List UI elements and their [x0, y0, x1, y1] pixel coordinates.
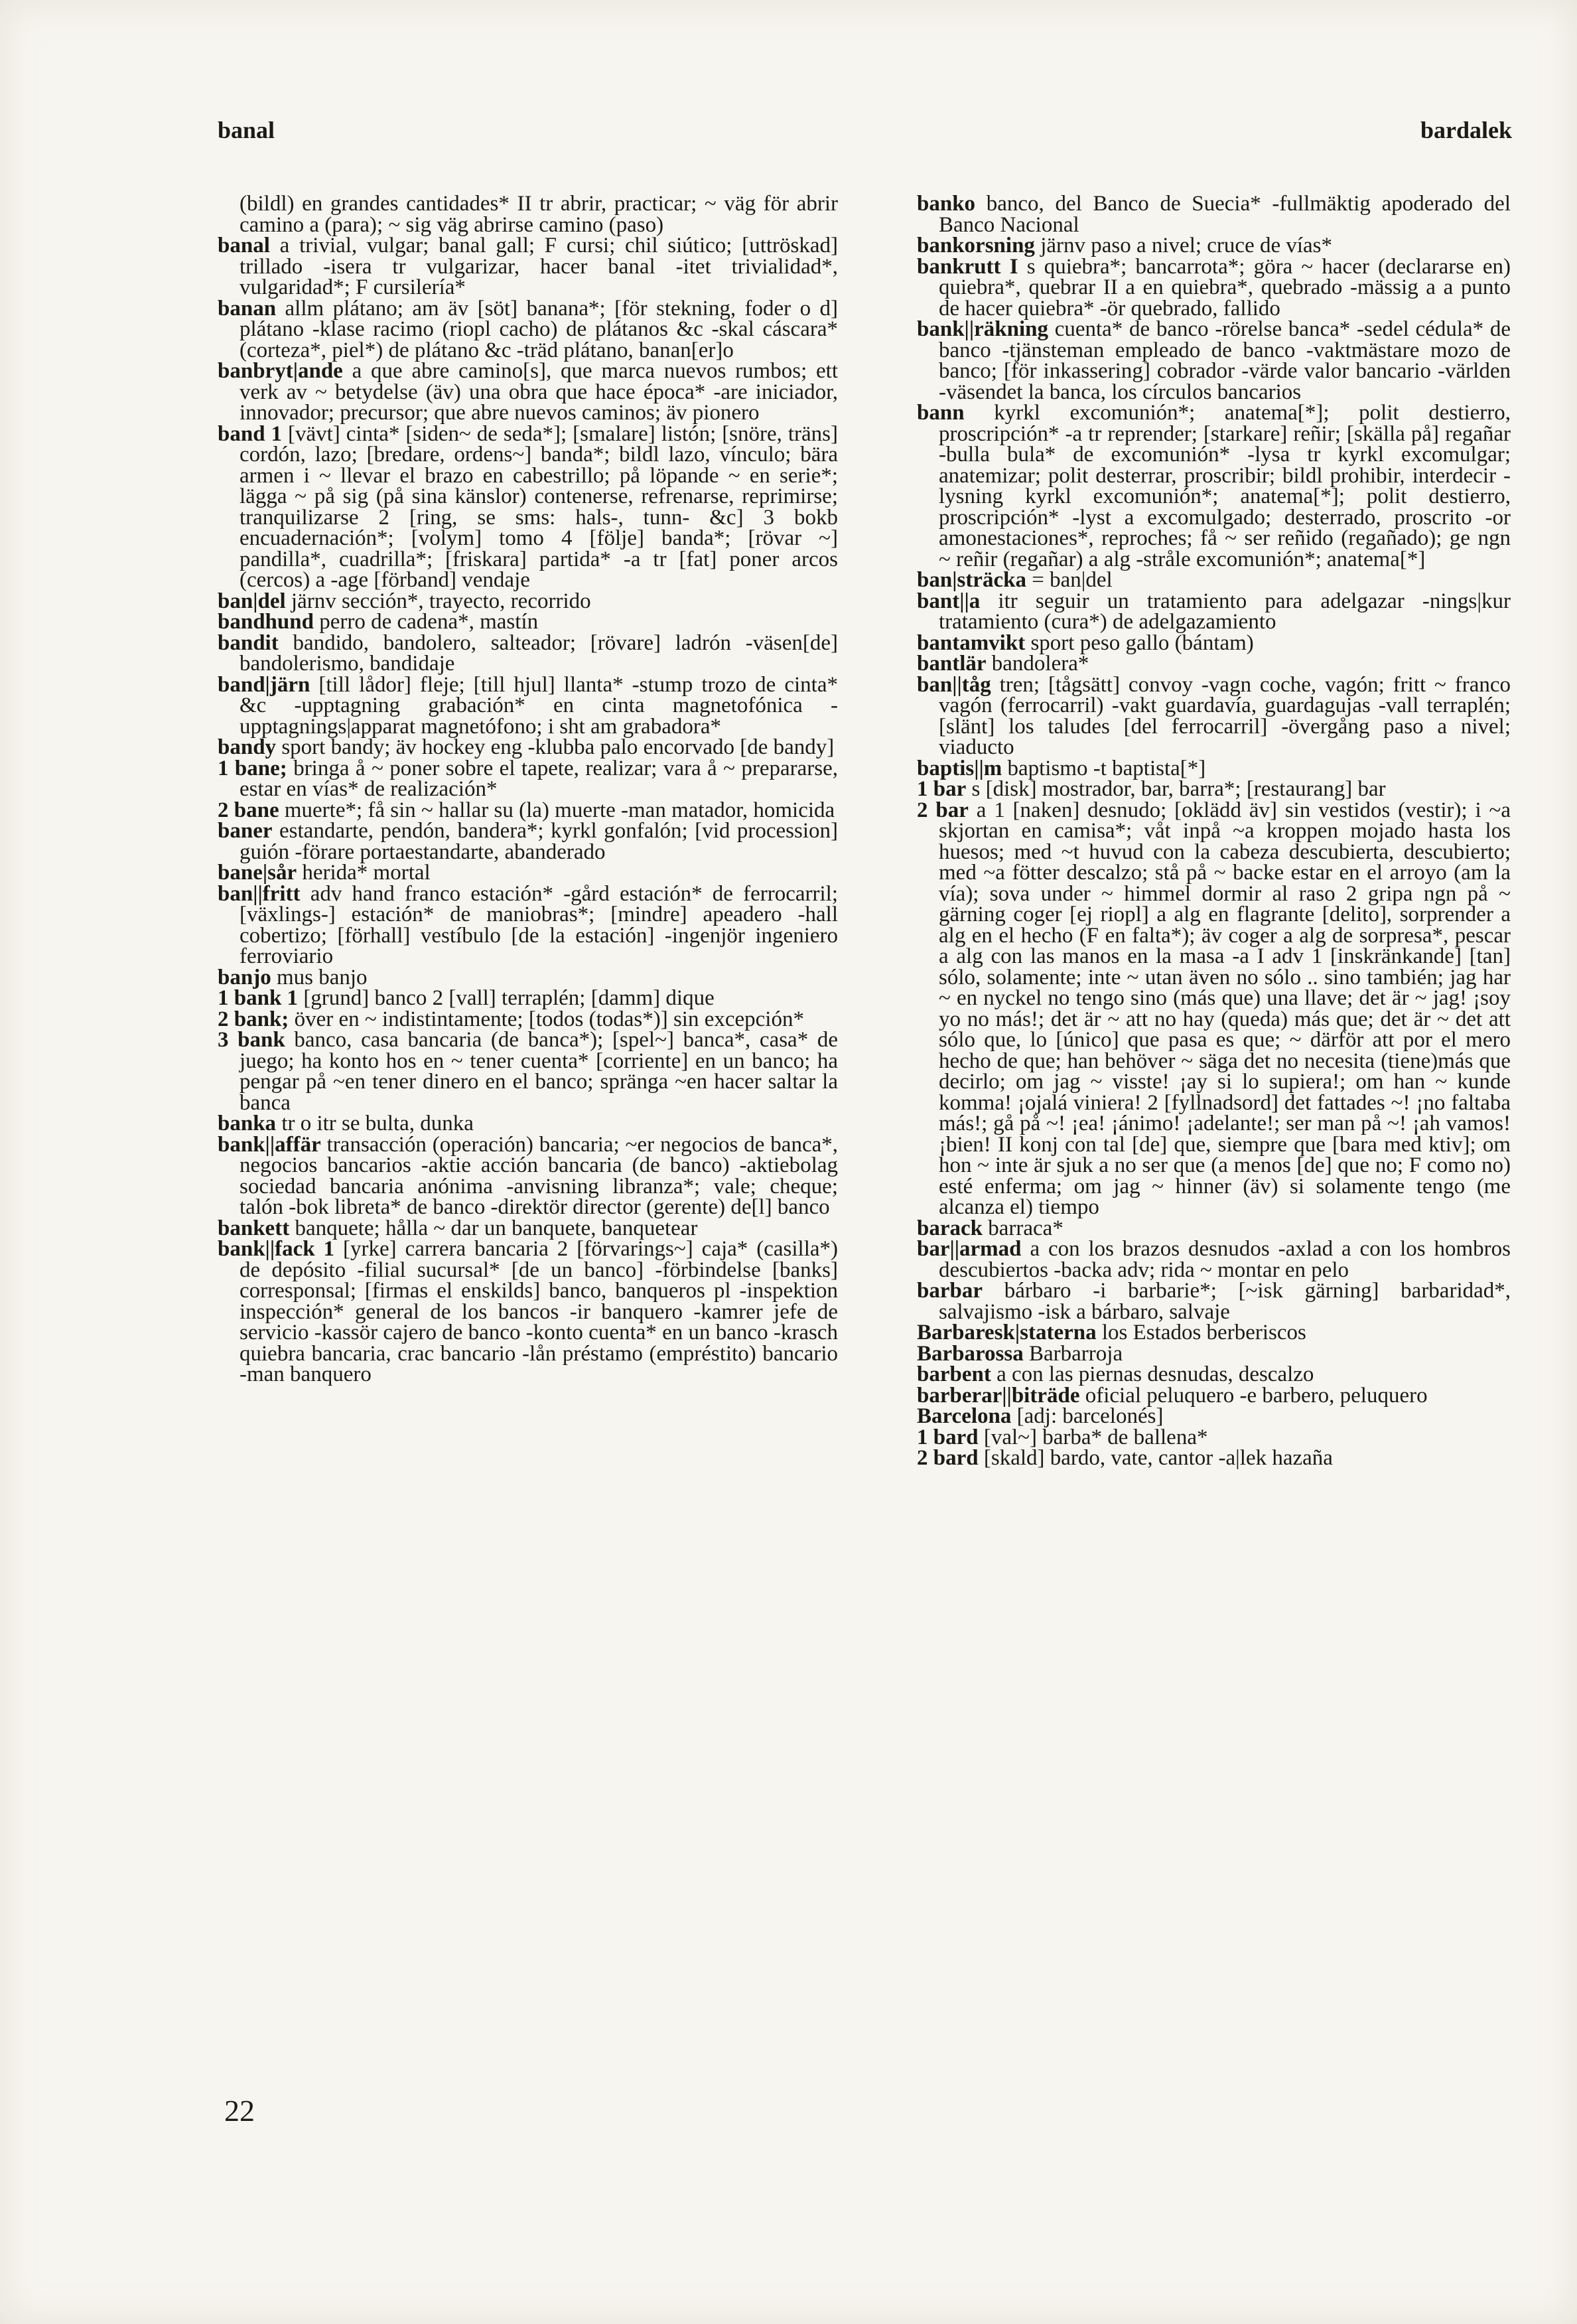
entry-headword: bandhund: [218, 610, 314, 634]
entry-headword: banbryt|ande: [218, 359, 343, 383]
dictionary-entry: [917, 630, 1511, 655]
entry-definition: [adj: barcelonés]: [1016, 1404, 1164, 1428]
entry-definition: a trivial, vulgar; banal gall; F cursi; chil siútico; [uttröskad] trillado -isera tr vulgarizar, hacer banal -itet trivialidad*, vulgaridad*; F cursilería*: [240, 234, 839, 299]
entry-headword: 1 bard: [917, 1425, 979, 1449]
entry-headword: bar||armad: [917, 1237, 1022, 1261]
page-number: 22: [224, 2094, 255, 2128]
entry-headword: banan: [218, 296, 277, 321]
entry-definition: [grund] banco 2 [vall] terraplén; [damm] dique: [303, 986, 715, 1010]
entry-definition: barraca*: [988, 1216, 1063, 1240]
entry-definition: bárbaro -i barbarie*; [~isk gärning] barbaridad*, salvajismo -isk a bárbaro, salvaje: [939, 1279, 1511, 1324]
entry-headword: bankrutt I: [917, 254, 1018, 279]
entry-definition: sport peso gallo (bántam): [1030, 630, 1254, 655]
entry-definition: a 1 [naken] desnudo; [oklädd äv] sin vestidos (vestir); i ~a skjortan en camisa*; våt inpå ~a kroppen mojado hasta los huesos; med ~t huvud con la cabeza descubierta, descubierto; med ~a fötter descalzo; stå på ~ backe estar en el arroyo (am la vía); sova under ~ himmel dormir al raso 2 gripa ngn på ~ gärning coger [ej riopl] a alg en flagrante [delito], sorprender a alg en el hecho (F en falta*); äv coger a alg de sorpresa*, pescar a alg con las manos en la masa -a I adv 1 [inskränkande] [tan] sólo, solamente; inte ~ utan även no sólo .. sino también; jag har ~ en nyckel no tengo sino (más que) una llave; det är ~ jag! ¡soy yo no más!; det är ~ att no hay (queda) más que; det är ~ det att sólo que, lo [único] que pasa es que; ~ därför att por el mero hecho de que; han behöver ~ säga det no necesita (tiene)más que decirlo; om jag ~ visste! ¡ay si lo supiera!; om han ~ kunde komma! ¡ojalá viniera! 2 [fyllnadsord] det fattades ~! ¡no faltaba más!; gå på ~! ¡ea! ¡ánimo! ¡adelante!; ser man på ~! ¡ah vamos! ¡bien! II konj con tal [de] que, siempre que [bara med ktiv]; om hon ~ inte är sjuk a no ser que (a menos [de] que no; F como no) esté enferma; om jag ~ hinner (äv) si solamente tengo (me alcanza el) tiempo: [939, 798, 1511, 1219]
dictionary-entry: [218, 965, 838, 989]
entry-definition: Barbarroja: [1029, 1341, 1123, 1366]
dictionary-entry: [917, 1427, 1511, 1449]
entry-headword: bank||räkning: [917, 317, 1048, 341]
entry-headword: 2 bard: [917, 1446, 979, 1470]
dictionary-entry: [917, 319, 1511, 403]
dictionary-entry: [218, 194, 838, 236]
entry-definition: bringa å ~ poner sobre el tapete, realizar; vara å ~ prepararse, estar en vías* de realización*: [240, 756, 839, 801]
entry-headword: barack: [917, 1216, 983, 1240]
dictionary-entry: [218, 881, 838, 968]
entry-headword: bandy: [218, 735, 277, 759]
entry-headword: bandit: [218, 630, 279, 655]
guide-word-right: bardalek: [1420, 117, 1512, 143]
entry-headword: 1 bar: [917, 777, 967, 801]
dictionary-entry: [917, 254, 1511, 321]
entry-headword: band 1: [218, 421, 283, 446]
entry-definition: allm plátano; am äv [söt] banana*; [för stekning, foder o d] plátano -klase racimo (riopl cacho) de plátanos &c -skal cáscara* (corteza*, piel*) de plátano &c -träd plátano, banan[er]o: [240, 296, 839, 362]
entry-headword: 1 bane;: [218, 756, 287, 780]
dictionary-entry: [218, 1218, 838, 1240]
entry-headword: banko: [917, 192, 976, 216]
dictionary-entry: [917, 1341, 1511, 1366]
dictionary-entry: [218, 1030, 838, 1114]
dictionary-entry: [917, 1448, 1511, 1469]
entry-headword: banka: [218, 1112, 277, 1135]
entry-definition: perro de cadena*, mastín: [319, 610, 539, 634]
dictionary-entry: [917, 1239, 1511, 1281]
entry-definition: [yrke] carrera bancaria 2 [förvarings~] caja* (casilla*) de depósito -filial sucursal* [de un banco] -förbindelse [banks] corresponsal; [firmas el enskilds] banco, banqueros pl -inspektion inspección* general de los bancos -ir banquero -kamrer jefe de servicio -kassör cajero de banco -konto cuenta* en un banco -krasch quiebra bancaria, crac bancario -lån préstamo (empréstito) bancario -man banquero: [240, 1237, 839, 1386]
entry-headword: 2 bank;: [218, 1007, 289, 1031]
dictionary-entry: [218, 630, 839, 676]
entry-headword: bann: [917, 401, 965, 425]
entry-headword: bane|sår: [218, 861, 297, 885]
entry-headword: bant||a: [917, 589, 981, 613]
dictionary-entry: [917, 1323, 1511, 1344]
entry-definition: mus banjo: [276, 965, 368, 989]
entry-definition: [skald] bardo, vate, cantor -a|lek hazaña: [983, 1446, 1333, 1470]
entry-definition: sport bandy; äv hockey eng -klubba palo encorvado [de bandy]: [281, 735, 835, 759]
entry-definition: (bildl) en grandes cantidades* II tr abrir, practicar; ~ väg för abrir camino a (para); ~ sig väg abrirse camino (paso): [240, 192, 838, 237]
entry-definition: herida* mortal: [302, 861, 431, 885]
dictionary-entry: [917, 672, 1511, 759]
dictionary-entry: [218, 612, 838, 633]
dictionary-entry: [218, 361, 838, 424]
entry-definition: [val~] barba* de ballena*: [983, 1425, 1208, 1449]
entry-definition: banco, casa bancaria (de banca*); [spel~] banca*, casa* de juego; ha konto hos en ~ tener cuenta* [corriente] en un banco; ha pengar på ~en tener dinero en el banco; spränga ~en hacer saltar la banca: [240, 1028, 839, 1115]
entry-definition: a que abre camino[s], que marca nuevos rumbos; ett verk av ~ betydelse (äv) una obra que hace época* -are iniciador, innovador; precursor; que abre nuevos caminos; äv pionero: [240, 359, 838, 425]
guide-word-left: banal: [218, 117, 275, 143]
entry-headword: ban|del: [218, 589, 286, 613]
dictionary-entry: [917, 236, 1511, 257]
dictionary-entry: [218, 591, 838, 613]
dictionary-entry: [218, 672, 838, 739]
dictionary-entry: [917, 1218, 1511, 1240]
entry-definition: s quiebra*; bancarrota*; göra ~ hacer (declararse en) quiebra*, quebrar II a en quiebra*, quebrado -mässig a a punto de hacer quiebra* -ör quebrado, fallido: [939, 254, 1511, 321]
dictionary-entry: [917, 403, 1511, 570]
dictionary-entry: [917, 756, 1511, 780]
dictionary-entry: [917, 1364, 1511, 1386]
entry-headword: banjo: [218, 965, 271, 989]
dictionary-entry: [917, 779, 1511, 800]
entry-headword: barbent: [917, 1362, 991, 1386]
entry-definition: s [disk] mostrador, bar, barra*; [restaurang] bar: [971, 777, 1386, 801]
dictionary-entry: [218, 1009, 838, 1031]
entry-definition: estandarte, pendón, bandera*; kyrkl gonfalón; [vid procession] guión -förare portaestandarte, abanderado: [240, 819, 838, 864]
entry-headword: barbar: [917, 1279, 983, 1303]
entry-definition: tr o itr se bulta, dunka: [281, 1112, 474, 1135]
entry-definition: los Estados berberiscos: [1101, 1321, 1306, 1344]
dictionary-entry: [218, 1132, 838, 1219]
dictionary-entry: [218, 421, 839, 592]
entry-definition: oficial peluquero -e barbero, peluquero: [1085, 1383, 1428, 1408]
entry-definition: kyrkl excomunión*; anatema[*]; polit destierro, proscripción* -a tr reprender; [starkare] reñir; [skälla på] regañar -bulla bula* de excomunión* -lysa tr kyrkl excomulgar; anatemizar; polit desterrar, proscribir; bildl prohibir, interdecir -lysning kyrkl excomunión*; anatema[*]; polit destierro, proscripción* -lyst a excomulgado; desterrado, proscrito -or amonestaciones*, reproches; få ~ ser reñido (regañado); ge ngn ~ reñir (regañar) a alg -stråle excomunión*; anatema[*]: [939, 401, 1511, 571]
entry-headword: Barbaresk|staterna: [917, 1321, 1097, 1344]
entry-headword: baptis||m: [917, 756, 1002, 780]
dictionary-entry: [917, 800, 1511, 1218]
entry-headword: Barcelona: [917, 1404, 1012, 1428]
entry-definition: järnv sección*, trayecto, recorrido: [291, 589, 591, 613]
entry-headword: bank||fack 1: [218, 1237, 335, 1261]
dictionary-entry: [917, 1406, 1511, 1427]
entry-definition: itr seguir un tratamiento para adelgazar -nings|kur tratamiento (cura*) de adelgazamiento: [939, 589, 1511, 634]
dictionary-entry: [218, 988, 838, 1009]
entry-headword: bantlär: [917, 652, 987, 676]
entry-definition: bandolera*: [991, 652, 1089, 676]
entry-definition: a con las piernas desnudas, descalzo: [996, 1362, 1314, 1386]
entry-headword: Barbarossa: [917, 1341, 1024, 1366]
entry-definition: [till lådor] fleje; [till hjul] llanta* -stump trozo de cinta* &c -upptagning grabación* en cinta magnetofónica -upptagnings|apparat magnetófono; i sht am grabadora*: [240, 672, 838, 739]
entry-definition: över en ~ indistintamente; [todos (todas*)] sin excepción*: [294, 1007, 804, 1031]
entry-headword: bankett: [218, 1216, 290, 1240]
entry-headword: 3 bank: [218, 1028, 285, 1052]
dictionary-entry: [917, 1281, 1511, 1323]
dictionary-entry: [917, 654, 1511, 675]
entry-definition: baptismo -t baptista[*]: [1007, 756, 1206, 780]
dictionary-entry: [218, 756, 839, 801]
entry-headword: bantamvikt: [917, 630, 1026, 655]
dictionary-entry: [218, 737, 838, 759]
entry-definition: a con los brazos desnudos -axlad a con los hombros descubiertos -backa adv; rida ~ montar en pelo: [939, 1237, 1511, 1282]
entry-headword: bankorsning: [917, 234, 1035, 257]
dictionary-column-left: [218, 194, 838, 1386]
dictionary-entry: [218, 863, 838, 884]
dictionary-column-right: [917, 194, 1511, 1469]
dictionary-entry: [218, 1114, 838, 1135]
entry-definition: bandido, bandolero, salteador; [rövare] ladrón -väsen[de] bandolerismo, bandidaje: [240, 630, 839, 676]
dictionary-entry: [218, 296, 839, 362]
entry-headword: barberar||biträde: [917, 1383, 1080, 1408]
entry-definition: cuenta* de banco -rörelse banca* -sedel cédula* de banco -tjänsteman empleado de banco -vaktmästare mozo de banco; [för inkassering] cobrador -värde valor bancario -världen -väsendet la banca, los círculos bancarios: [939, 317, 1511, 404]
entry-headword: 2 bar: [917, 798, 969, 822]
entry-headword: band|järn: [218, 672, 310, 697]
entry-definition: adv hand franco estación* -gård estación* de ferrocarril; [växlings-] estación* de maniobras*; [mindre] apeadero -hall cobertizo; [förhall] vestíbulo [de la estación] -ingenjör ingeniero ferroviario: [240, 881, 838, 968]
entry-definition: tren; [tågsätt] convoy -vagn coche, vagón; fritt ~ franco vagón (ferrocarril) -vakt guardavía, guardagujas -vall terraplén; [slänt] los taludes [del ferrocarril] -övergång paso a nivel; viaducto: [939, 672, 1511, 759]
entry-definition: banquete; hålla ~ dar un banquete, banquetear: [295, 1216, 698, 1240]
entry-definition: transacción (operación) bancaria; ~er negocios de banca*, negocios bancarios -aktie acción bancaria (de banco) -aktiebolag sociedad bancaria anónima -anvisning libranza*; vale; cheque; talón -bok libreta* de banco -direktör director (gerente) de[l] banco: [240, 1132, 838, 1219]
entry-definition: järnv paso a nivel; cruce de vías*: [1040, 234, 1333, 257]
entry-headword: 1 bank 1: [218, 986, 299, 1010]
dictionary-entry: [917, 591, 1511, 633]
entry-headword: baner: [218, 819, 273, 843]
dictionary-entry: [218, 821, 838, 863]
entry-definition: banco, del Banco de Suecia* -fullmäktig apoderado del Banco Nacional: [939, 192, 1511, 237]
entry-headword: banal: [218, 234, 270, 257]
dictionary-entry: [917, 570, 1511, 591]
dictionary-entry: [218, 1239, 838, 1386]
entry-definition: muerte*; få sin ~ hallar su (la) muerte -man matador, homicida: [284, 798, 835, 822]
entry-headword: ban||fritt: [218, 881, 301, 906]
entry-headword: ban|sträcka: [917, 568, 1026, 592]
entry-definition: [vävt] cinta* [siden~ de seda*]; [smalare] listón; [snöre, träns] cordón, lazo; [bredare, ordens~] banda*; bildl lazo, vínculo; bära armen i ~ llevar el brazo en cabestrillo; på löpande ~ en serie*; lägga ~ på sig (på sina känslor) contenerse, refrenarse, reprimirse; tranquilizarse 2 [ring, se sms: hals-, tunn- &c] 3 bokb encuadernación*; [volym] tomo 4 [följe] banda*; [rövar ~] pandilla*, cuadrilla*; [friskara] partida* -a tr [fat] poner arcos (cercos) a -age [förband] vendaje: [240, 421, 839, 592]
entry-headword: ban||tåg: [917, 672, 991, 697]
dictionary-entry: [218, 800, 838, 822]
entry-definition: = ban|del: [1032, 568, 1113, 592]
dictionary-entry: [917, 194, 1511, 236]
entry-headword: bank||affär: [218, 1132, 321, 1157]
entry-headword: 2 bane: [218, 798, 279, 822]
dictionary-entry: [218, 236, 838, 299]
dictionary-entry: [917, 1383, 1511, 1408]
